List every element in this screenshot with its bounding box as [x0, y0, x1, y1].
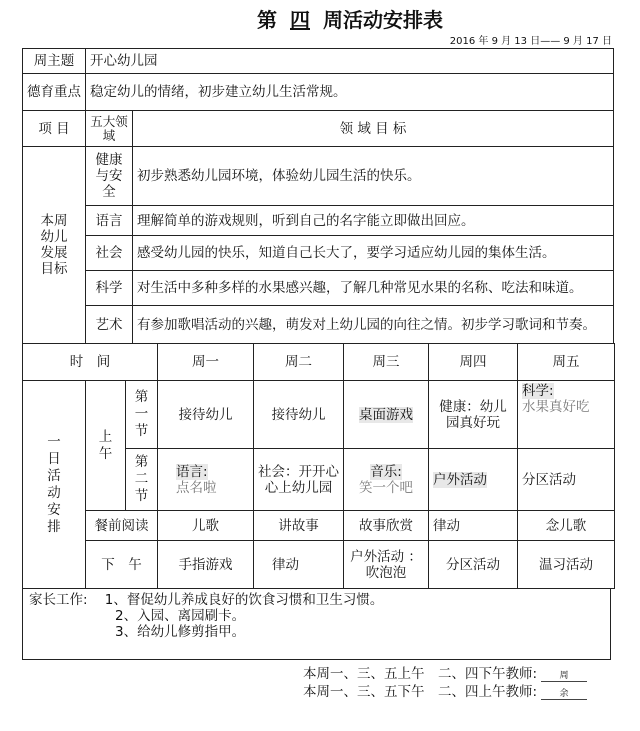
activity-subject: 语言: — [176, 463, 208, 480]
page-title: 第 四 周活动安排表 — [257, 8, 443, 32]
goal-text: 对生活中多种多样的水果感兴趣，了解几种常见水果的名称、吃法和味道。 — [133, 271, 614, 306]
goal-text: 初步熟悉幼儿园环境，体验幼儿园生活的快乐。 — [133, 147, 614, 206]
day-header: 周二 — [254, 344, 344, 381]
goals-table — [22, 48, 614, 344]
date-range: 2016 年 9 月 13 日—— 9 月 17 日 — [449, 36, 612, 47]
daily-label: 一日活动安排 — [23, 381, 86, 589]
domain-name: 科学 — [86, 271, 133, 306]
parent-work-label: 家长工作: — [29, 592, 88, 608]
activity-cell: 手指游戏 — [158, 541, 254, 589]
day-header: 周三 — [344, 344, 429, 381]
activity-cell: 讲故事 — [254, 511, 344, 541]
parent-item: 3、给幼儿修剪指甲。 — [115, 624, 246, 640]
period1-label: 第一节 — [126, 381, 158, 449]
activity-title: 点名啦 — [176, 479, 217, 496]
teacher-line: 本周一、三、五下午 二、四上午教师: 余 — [303, 680, 587, 700]
domain-name: 语言 — [86, 206, 133, 236]
goal-text: 有参加歌唱活动的兴趣，萌发对上幼儿园的向往之情。初步学习歌词和节奏。 — [133, 306, 614, 344]
day-header: 周五 — [518, 344, 615, 381]
goal-text: 理解简单的游戏规则，听到自己的名字能立即做出回应。 — [133, 206, 614, 236]
teacher-signature: 余 — [541, 686, 587, 700]
domain-name: 健康与安全 — [86, 147, 133, 206]
teacher-line: 本周一、三、五上午 二、四下午教师: 周 — [303, 662, 587, 682]
item-header: 项 目 — [23, 111, 86, 147]
goal-text: 感受幼儿园的快乐，知道自己长大了，要学习适应幼儿园的集体生活。 — [133, 236, 614, 271]
activity-cell: 接待幼儿 — [254, 381, 344, 449]
activity-cell: 接待幼儿 — [158, 381, 254, 449]
goals-header: 领 域 目 标 — [133, 111, 614, 147]
theme-label: 周主题 — [23, 49, 86, 74]
activity-cell: 社会：开开心心上幼儿园 — [254, 449, 344, 511]
activity-cell: 律动 — [429, 511, 518, 541]
afternoon-label: 下 午 — [86, 541, 158, 589]
activity-cell: 户外活动 ：吹泡泡 — [344, 541, 429, 589]
teacher-signature: 周 — [541, 668, 587, 682]
activity-cell: 分区活动 — [518, 449, 615, 511]
activity-title: 水果真好吃 — [522, 399, 590, 415]
activity-cell: 分区活动 — [429, 541, 518, 589]
activity-title: 笑一个吧 — [359, 479, 413, 496]
domain-name: 艺术 — [86, 306, 133, 344]
activity-cell: 户外活动 — [433, 471, 487, 488]
domain-name: 社会 — [86, 236, 133, 271]
day-header: 周四 — [429, 344, 518, 381]
activity-cell: 儿歌 — [158, 511, 254, 541]
parent-item: 1、督促幼儿养成良好的饮食习惯和卫生习惯。 — [104, 592, 384, 608]
parent-item: 2、入园、离园刷卡。 — [115, 608, 246, 624]
activity-subject: 科学: — [522, 383, 554, 399]
goals-label: 本周幼儿发展目标 — [23, 147, 86, 344]
activity-cell: 律动 — [254, 541, 344, 589]
reading-label: 餐前阅读 — [86, 511, 158, 541]
week-number: 四 — [290, 8, 310, 32]
moral-value: 稳定幼儿的情绪，初步建立幼儿生活常规。 — [86, 74, 614, 111]
period2-label: 第二节 — [126, 449, 158, 511]
activity-cell: 念儿歌 — [518, 511, 615, 541]
activity-subject: 音乐: — [370, 463, 402, 480]
activity-cell: 故事欣赏 — [344, 511, 429, 541]
day-header: 周一 — [158, 344, 254, 381]
activity-cell: 桌面游戏 — [359, 406, 413, 423]
theme-value: 开心幼儿园 — [86, 49, 614, 74]
morning-label: 上午 — [86, 381, 126, 511]
schedule-table — [22, 343, 615, 589]
time-header: 时 间 — [23, 344, 158, 381]
activity-cell: 温习活动 — [518, 541, 615, 589]
parent-work — [22, 588, 611, 660]
moral-label: 德育重点 — [23, 74, 86, 111]
domains-header: 五大领域 — [86, 111, 133, 147]
activity-cell: 健康：幼儿园真好玩 — [429, 381, 518, 449]
